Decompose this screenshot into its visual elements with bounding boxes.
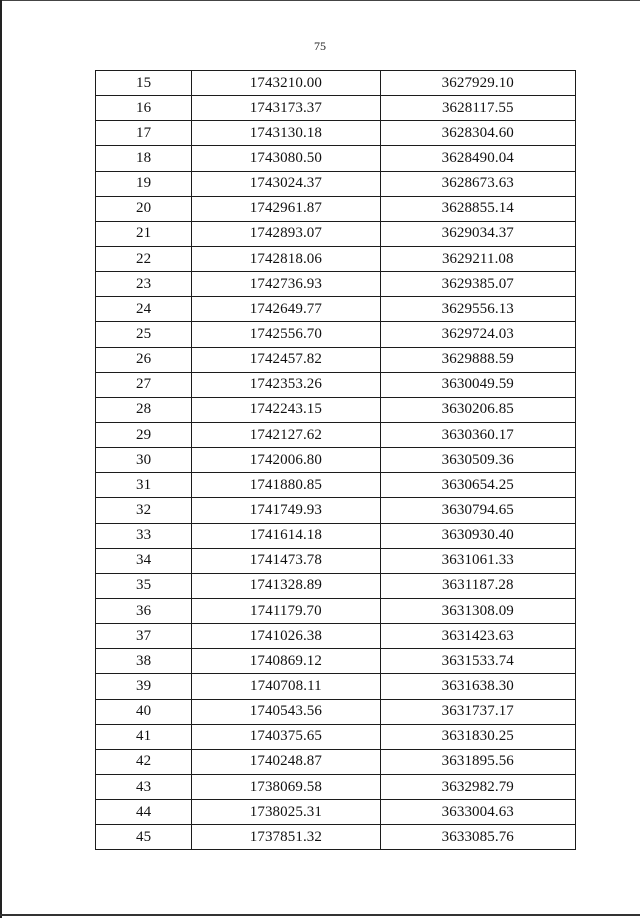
y-coordinate-cell: 3629888.59 [380, 347, 575, 372]
table-row [96, 272, 576, 297]
table-row [96, 724, 576, 749]
y-coordinate-cell: 3629556.13 [380, 297, 575, 322]
x-coordinate-cell: 1741179.70 [192, 598, 380, 623]
point-number-cell: 33 [96, 523, 192, 548]
y-coordinate-cell: 3630206.85 [380, 397, 575, 422]
table-row [96, 548, 576, 573]
y-coordinate-cell: 3630049.59 [380, 372, 575, 397]
point-number-cell: 32 [96, 498, 192, 523]
point-number-cell: 40 [96, 699, 192, 724]
point-number-cell: 17 [96, 121, 192, 146]
table-row [96, 121, 576, 146]
point-number-cell: 43 [96, 774, 192, 799]
y-coordinate-cell: 3630509.36 [380, 448, 575, 473]
x-coordinate-cell: 1737851.32 [192, 825, 380, 850]
page-number: 75 [314, 39, 326, 53]
y-coordinate-cell: 3631423.63 [380, 624, 575, 649]
y-coordinate-cell: 3629385.07 [380, 272, 575, 297]
x-coordinate-cell: 1742243.15 [192, 397, 380, 422]
x-coordinate-cell: 1742127.62 [192, 422, 380, 447]
x-coordinate-cell: 1743080.50 [192, 146, 380, 171]
x-coordinate-cell: 1743210.00 [192, 71, 380, 96]
point-number-cell: 30 [96, 448, 192, 473]
table-row [96, 498, 576, 523]
point-number-cell: 34 [96, 548, 192, 573]
y-coordinate-cell: 3633085.76 [380, 825, 575, 850]
table-row [96, 523, 576, 548]
point-number-cell: 16 [96, 96, 192, 121]
y-coordinate-cell: 3630794.65 [380, 498, 575, 523]
table-row [96, 96, 576, 121]
table-row [96, 624, 576, 649]
y-coordinate-cell: 3628117.55 [380, 96, 575, 121]
point-number-cell: 18 [96, 146, 192, 171]
table-row [96, 825, 576, 850]
x-coordinate-cell: 1741328.89 [192, 573, 380, 598]
table-row [96, 322, 576, 347]
table-row [96, 246, 576, 271]
y-coordinate-cell: 3631308.09 [380, 598, 575, 623]
x-coordinate-cell: 1741880.85 [192, 473, 380, 498]
table-row [96, 473, 576, 498]
y-coordinate-cell: 3630360.17 [380, 422, 575, 447]
y-coordinate-cell: 3631830.25 [380, 724, 575, 749]
point-number-cell: 15 [96, 71, 192, 96]
y-coordinate-cell: 3631187.28 [380, 573, 575, 598]
table-row [96, 448, 576, 473]
y-coordinate-cell: 3632982.79 [380, 774, 575, 799]
y-coordinate-cell: 3630930.40 [380, 523, 575, 548]
point-number-cell: 42 [96, 749, 192, 774]
point-number-cell: 37 [96, 624, 192, 649]
y-coordinate-cell: 3631061.33 [380, 548, 575, 573]
x-coordinate-cell: 1743024.37 [192, 171, 380, 196]
point-number-cell: 39 [96, 674, 192, 699]
x-coordinate-cell: 1743130.18 [192, 121, 380, 146]
coordinate-table-body [96, 71, 576, 850]
x-coordinate-cell: 1742818.06 [192, 246, 380, 271]
table-row [96, 649, 576, 674]
point-number-cell: 20 [96, 196, 192, 221]
coordinate-table [95, 70, 576, 850]
point-number-cell: 19 [96, 171, 192, 196]
table-row [96, 347, 576, 372]
point-number-cell: 27 [96, 372, 192, 397]
x-coordinate-cell: 1740708.11 [192, 674, 380, 699]
x-coordinate-cell: 1738069.58 [192, 774, 380, 799]
table-row [96, 146, 576, 171]
scan-edge-left [0, 0, 2, 918]
y-coordinate-cell: 3631895.56 [380, 749, 575, 774]
x-coordinate-cell: 1740375.65 [192, 724, 380, 749]
x-coordinate-cell: 1740543.56 [192, 699, 380, 724]
table-row [96, 699, 576, 724]
point-number-cell: 31 [96, 473, 192, 498]
y-coordinate-cell: 3627929.10 [380, 71, 575, 96]
table-row [96, 774, 576, 799]
x-coordinate-cell: 1742961.87 [192, 196, 380, 221]
point-number-cell: 26 [96, 347, 192, 372]
point-number-cell: 36 [96, 598, 192, 623]
table-row [96, 598, 576, 623]
table-row [96, 397, 576, 422]
point-number-cell: 22 [96, 246, 192, 271]
x-coordinate-cell: 1742893.07 [192, 221, 380, 246]
x-coordinate-cell: 1742353.26 [192, 372, 380, 397]
point-number-cell: 38 [96, 649, 192, 674]
table-row [96, 674, 576, 699]
table-row [96, 800, 576, 825]
point-number-cell: 28 [96, 397, 192, 422]
point-number-cell: 29 [96, 422, 192, 447]
x-coordinate-cell: 1741473.78 [192, 548, 380, 573]
x-coordinate-cell: 1742736.93 [192, 272, 380, 297]
y-coordinate-cell: 3628673.63 [380, 171, 575, 196]
table-row [96, 372, 576, 397]
y-coordinate-cell: 3631737.17 [380, 699, 575, 724]
x-coordinate-cell: 1741026.38 [192, 624, 380, 649]
x-coordinate-cell: 1743173.37 [192, 96, 380, 121]
table-row [96, 221, 576, 246]
y-coordinate-cell: 3628855.14 [380, 196, 575, 221]
point-number-cell: 25 [96, 322, 192, 347]
scan-edge-top [0, 0, 640, 1]
y-coordinate-cell: 3631638.30 [380, 674, 575, 699]
y-coordinate-cell: 3629724.03 [380, 322, 575, 347]
x-coordinate-cell: 1741749.93 [192, 498, 380, 523]
y-coordinate-cell: 3628490.04 [380, 146, 575, 171]
y-coordinate-cell: 3630654.25 [380, 473, 575, 498]
point-number-cell: 35 [96, 573, 192, 598]
point-number-cell: 45 [96, 825, 192, 850]
point-number-cell: 23 [96, 272, 192, 297]
x-coordinate-cell: 1741614.18 [192, 523, 380, 548]
scan-edge-bottom [0, 914, 640, 916]
table-row [96, 749, 576, 774]
point-number-cell: 44 [96, 800, 192, 825]
table-row [96, 196, 576, 221]
y-coordinate-cell: 3633004.63 [380, 800, 575, 825]
y-coordinate-cell: 3629211.08 [380, 246, 575, 271]
x-coordinate-cell: 1738025.31 [192, 800, 380, 825]
x-coordinate-cell: 1742556.70 [192, 322, 380, 347]
x-coordinate-cell: 1742006.80 [192, 448, 380, 473]
table-row [96, 297, 576, 322]
point-number-cell: 41 [96, 724, 192, 749]
table-row [96, 171, 576, 196]
x-coordinate-cell: 1740869.12 [192, 649, 380, 674]
point-number-cell: 21 [96, 221, 192, 246]
x-coordinate-cell: 1742457.82 [192, 347, 380, 372]
y-coordinate-cell: 3629034.37 [380, 221, 575, 246]
table-row [96, 71, 576, 96]
x-coordinate-cell: 1742649.77 [192, 297, 380, 322]
x-coordinate-cell: 1740248.87 [192, 749, 380, 774]
table-row [96, 422, 576, 447]
y-coordinate-cell: 3631533.74 [380, 649, 575, 674]
y-coordinate-cell: 3628304.60 [380, 121, 575, 146]
table-row [96, 573, 576, 598]
point-number-cell: 24 [96, 297, 192, 322]
